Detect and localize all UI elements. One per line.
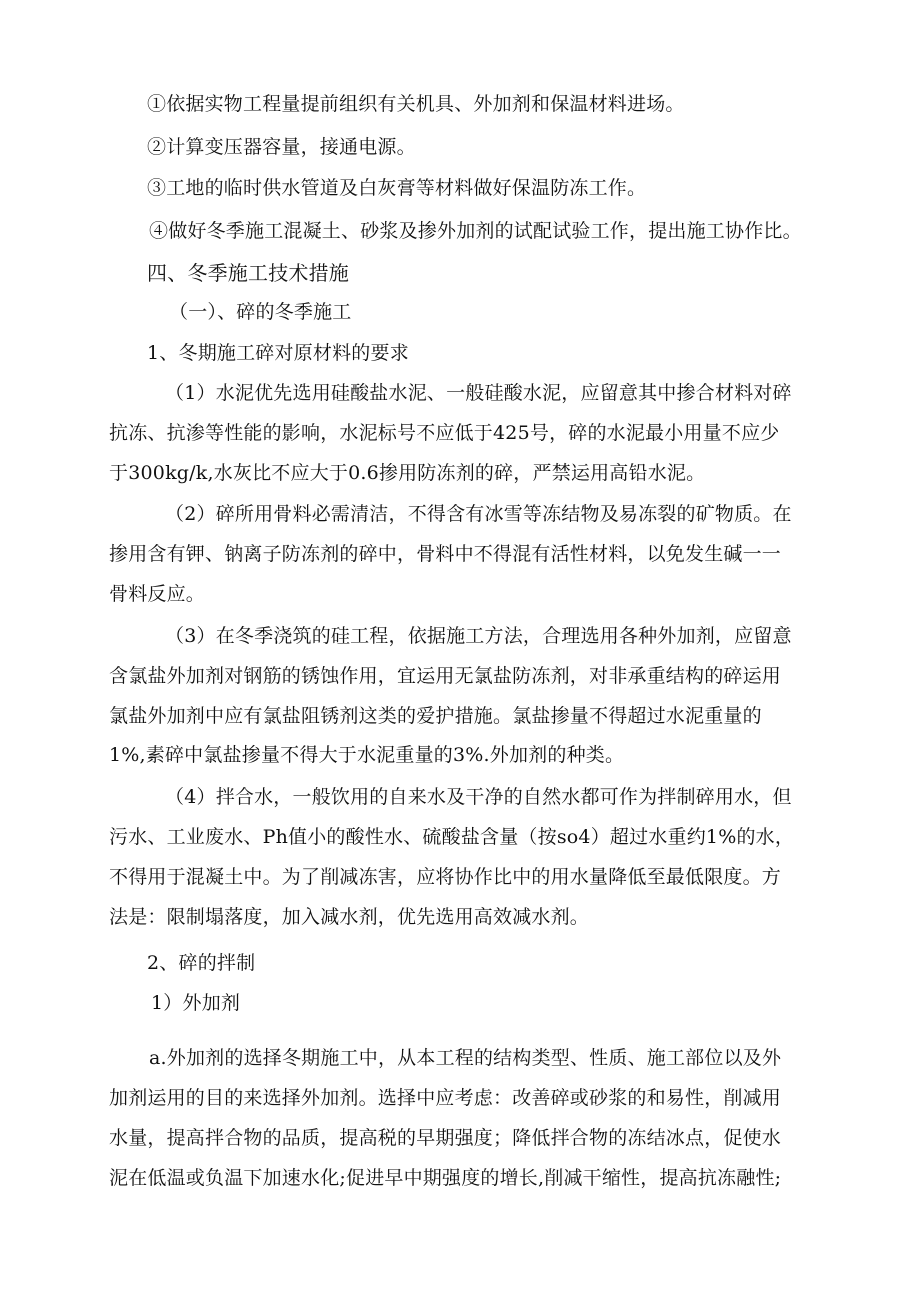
para-3-line: 1%,素碎中氯盐掺量不得大于水泥重量的3%.外加剂的种类。 (109, 744, 625, 766)
para-4-line: 法是：限制塌落度，加入减水剂，优先选用高效减水剂。 (109, 906, 590, 928)
para-4-line: （4）拌合水，一般饮用的自来水及干净的自然水都可作为拌制碎用水，但 (165, 786, 792, 808)
para-4-line: 污水、工业废水、Ph值小的酸性水、硫酸盐含量（按so4）超过水重约1%的水， (109, 826, 795, 848)
para-5-line: 加剂运用的目的来选择外加剂。选择中应考虑：改善碎或砂浆的和易性，削减用 (109, 1087, 782, 1109)
prep-item-4: ④做好冬季施工混凝土、砂浆及掺外加剂的试配试验工作，提出施工协作比。 (149, 220, 802, 242)
prep-item-2: ②计算变压器容量，接通电源。 (147, 136, 416, 158)
para-3-line: （3）在冬季浇筑的硅工程，依据施工方法，合理选用各种外加剂，应留意 (165, 625, 792, 647)
para-3-line: 含氯盐外加剂对钢筋的锈蚀作用，宜运用无氯盐防冻剂，对非承重结构的碎运用 (109, 665, 782, 687)
sub-heading: （一）、碎的冬季施工 (169, 301, 352, 323)
para-1-line: 于300kg/k,水灰比不应大于0.6掺用防冻剂的碎，严禁运用高铅水泥。 (109, 462, 706, 484)
para-1-line: 抗冻、抗渗等性能的影响，水泥标号不应低于425号，碎的水泥最小用量不应少 (109, 422, 780, 444)
prep-item-1: ①依据实物工程量提前组织有关机具、外加剂和保温材料进场。 (147, 93, 685, 115)
sub-item-title: 1）外加剂 (151, 992, 241, 1014)
section-heading: 四、冬季施工技术措施 (147, 261, 349, 285)
para-5-line: 水量，提高拌合物的品质，提高税的早期强度；降低拌合物的冻结冰点，促使水 (109, 1127, 782, 1149)
item-1-title: 1、冬期施工碎对原材料的要求 (147, 342, 409, 364)
item-2-title: 2、碎的拌制 (147, 952, 256, 974)
prep-item-3: ③工地的临时供水管道及白灰膏等材料做好保温防冻工作。 (147, 177, 647, 199)
para-5-line: 泥在低温或负温下加速水化;促进早中期强度的增长,削减干缩性，提高抗冻融性; (109, 1167, 782, 1189)
para-2-line: 骨料反应。 (109, 583, 206, 605)
para-5-line: a.外加剂的选择冬期施工中，从本工程的结构类型、性质、施工部位以及外 (149, 1047, 782, 1069)
para-3-line: 氯盐外加剂中应有氯盐阻锈剂这类的爱护措施。氯盐掺量不得超过水泥重量的 (109, 705, 762, 727)
para-2-line: （2）碎所用骨料必需清洁，不得含有冰雪等冻结物及易冻裂的矿物质。在 (165, 503, 792, 525)
para-1-line: （1）水泥优先选用硅酸盐水泥、一般硅酸水泥，应留意其中掺合材料对碎 (165, 382, 792, 404)
para-2-line: 掺用含有钾、钠离子防冻剂的碎中，骨料中不得混有活性材料，以免发生碱一一 (109, 543, 782, 565)
para-4-line: 不得用于混凝土中。为了削减冻害，应将协作比中的用水量降低至最低限度。方 (109, 866, 782, 888)
